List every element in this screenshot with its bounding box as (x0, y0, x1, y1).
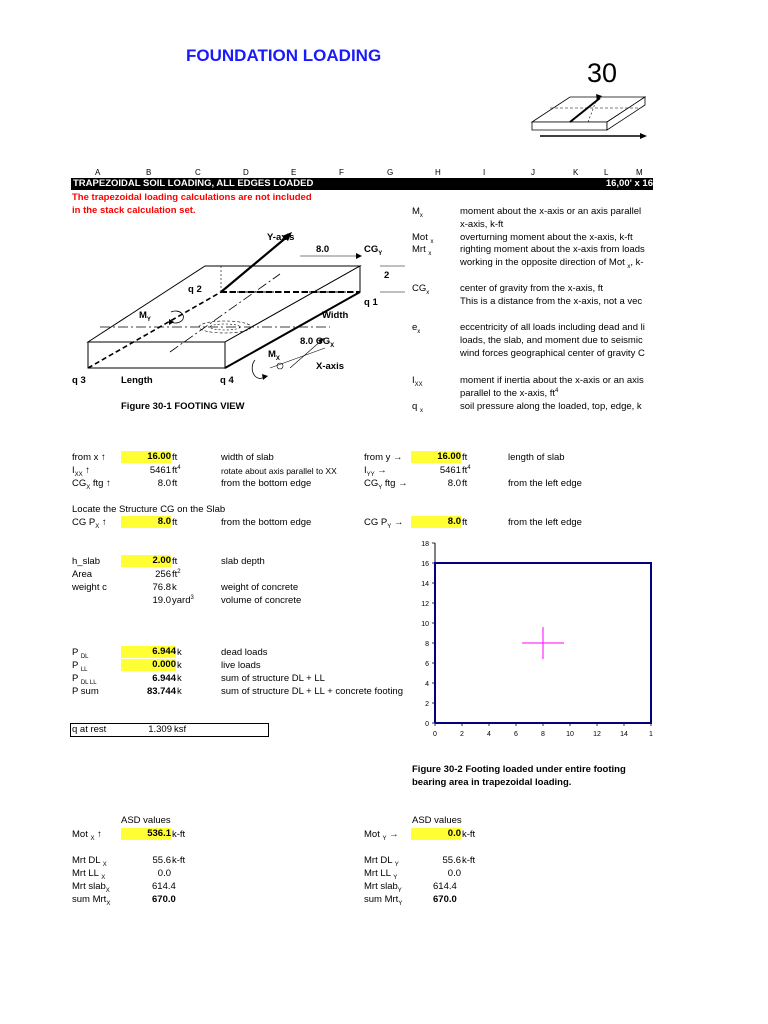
unit: ft (172, 517, 178, 528)
def-text: moment if inertia about the x-axis or an axis (460, 375, 644, 386)
section-size: 16,00' x 16 (605, 178, 653, 189)
label-cgy-ftg: $CG_Y$ ftg → (364, 478, 408, 491)
desc: rotate about axis parallel to XX (221, 466, 337, 476)
def-text: parallel to the x-axis, $ft^4$ (460, 388, 559, 400)
page-title: FOUNDATION LOADING (186, 46, 382, 65)
value-mrt-ll-y: 0.0 (447, 868, 461, 879)
label-h-slab: h_slab (72, 556, 100, 567)
input-cg-py[interactable]: 8.0 (411, 516, 461, 528)
asd-heading-left: ASD values (121, 815, 171, 826)
unit: $ft^2$ (172, 569, 181, 581)
label-mrt-slab-y: Mrt slab$_Y$ (364, 881, 402, 894)
value-mrt-slab-x: 614.4 (152, 881, 176, 892)
label-sum-mrt-x: sum Mrt$_X$ (72, 894, 111, 907)
structure-cg-heading: Locate the Structure CG on the Slab (72, 504, 226, 515)
unit: $ft^4$ (462, 465, 471, 477)
x-tick-label: 6 (514, 731, 518, 738)
label-mrt-ll-y: Mrt LL $_Y$ (364, 868, 398, 881)
value-area: 256 (155, 569, 171, 580)
fig-label-x-axis: X-axis (316, 361, 344, 372)
label-cg-py: CG $P_Y$ → (364, 517, 404, 530)
figure-1-caption: Figure 30-1 FOOTING VIEW (121, 401, 245, 412)
def-sym-motx: Mot $_x$ (412, 232, 434, 245)
def-text: soil pressure along the loaded, top, edge, k (460, 401, 642, 412)
unit: k (177, 647, 182, 658)
y-tick-label: 0 (425, 721, 429, 728)
def-text: eccentricity of all loads including dead and li (460, 322, 645, 333)
section-header-bar (71, 178, 653, 190)
x-tick-label: 12 (593, 731, 601, 738)
unit: k (177, 660, 182, 671)
def-text: working in the opposite direction of Mot $_x$, k- (460, 257, 644, 270)
y-tick-label: 4 (425, 681, 429, 688)
unit: ft (462, 478, 468, 489)
value-sum-mrt-x: 670.0 (152, 894, 176, 905)
fig-label-q3: q 3 (72, 375, 86, 386)
x-tick-label: 4 (487, 731, 491, 738)
desc: length of slab (508, 452, 565, 463)
column-letter: D (243, 168, 249, 177)
column-letter: K (573, 168, 579, 177)
value-mrt-dl-y: 55.6 (442, 855, 461, 866)
label-q-at-rest: q at rest (72, 724, 107, 735)
page-number: 30 (587, 58, 618, 88)
slab-thumbnail-icon (530, 92, 650, 142)
note-line-2: in the stack calculation set. (72, 205, 196, 216)
y-tick-label: 14 (421, 581, 429, 588)
input-cg-px[interactable]: 8.0 (121, 516, 171, 528)
value-mrt-slab-y: 614.4 (433, 881, 457, 892)
column-letter: A (95, 168, 101, 177)
footing-view-diagram (70, 228, 410, 388)
fig-label-cgy: $CG_Y$ (364, 244, 383, 257)
desc: weight of concrete (221, 582, 299, 593)
column-letter: B (146, 168, 152, 177)
fig-label-q4: q 4 (220, 375, 234, 386)
desc: volume of concrete (221, 595, 302, 606)
value-ixx: 5461 (149, 465, 171, 476)
label-iyy: $I_{YY}$ → (364, 465, 387, 478)
x-tick-label: 14 (620, 731, 628, 738)
value-mrt-dl-x: 55.6 (152, 855, 171, 866)
desc: dead loads (221, 647, 268, 658)
unit: ft (462, 517, 468, 528)
q-at-rest-box (70, 723, 269, 737)
desc: width of slab (221, 452, 274, 463)
desc: from the left edge (508, 478, 582, 489)
unit: $ft^4$ (172, 465, 181, 477)
fig-label-two: 2 (384, 270, 390, 281)
unit: k (177, 686, 182, 697)
x-tick-label: 10 (566, 731, 574, 738)
fig-label-dim-top: 8.0 (316, 244, 330, 255)
unit: yard$^3$ (172, 595, 194, 607)
x-tick-label: 2 (460, 731, 464, 738)
y-tick-label: 6 (425, 661, 429, 668)
value-volume: 19.0 (152, 595, 171, 606)
def-sym-ex: $e_x$ (412, 322, 421, 335)
value-q-at-rest: 1.309 (148, 724, 172, 735)
note-line-1: The trapezoidal loading calculations are not included (72, 192, 312, 203)
fig-label-mx: $M_X$ (268, 349, 280, 362)
input-dead-loads[interactable]: 6.944 (121, 646, 176, 658)
fig-label-y-axis: Y-axis (267, 232, 295, 243)
value-sum-mrt-y: 670.0 (433, 894, 457, 905)
unit: ft (172, 478, 178, 489)
y-tick-label: 18 (421, 541, 429, 548)
label-ixx: $I_{XX}$ ↑ (72, 465, 91, 478)
desc: sum of structure DL + LL + concrete footing (221, 686, 404, 697)
x-tick-label: 0 (433, 731, 437, 738)
label-mrt-slab-x: Mrt slab$_X$ (72, 881, 110, 894)
label-p-ll: P $_{LL}$ (72, 660, 88, 673)
unit: k (177, 673, 182, 684)
label-mot-y: Mot $_Y$ → (364, 829, 399, 842)
label-from-y: from y → (364, 452, 403, 463)
x-tick-label: 8 (541, 731, 545, 738)
column-letter: C (195, 168, 201, 177)
desc: from the left edge (508, 517, 582, 528)
value-iyy: 5461 (439, 465, 461, 476)
y-tick-label: 10 (421, 621, 429, 628)
label-mrt-dl-x: Mrt DL $_X$ (72, 855, 107, 868)
def-sym-qx: q $_x$ (412, 401, 423, 414)
value-mot-y[interactable]: 0.0 (411, 828, 461, 840)
column-letter: F (339, 168, 344, 177)
label-p-dl: P $_{DL}$ (72, 647, 89, 660)
column-letter: J (531, 168, 535, 177)
y-tick-label: 8 (425, 641, 429, 648)
figure-2-caption-1: Figure 30-2 Footing loaded under entire footing (412, 764, 626, 775)
footing-plan-chart (405, 535, 665, 745)
unit: k-ft (172, 829, 186, 840)
column-letter: L (604, 168, 609, 177)
desc: slab depth (221, 556, 265, 567)
desc: live loads (221, 660, 261, 671)
x-tick-label: 1 (649, 731, 653, 738)
def-text: This is a distance from the x-axis, not a vec (460, 296, 643, 307)
fig-label-cgx: 8.0 $CG_X$ (300, 336, 335, 349)
label-mrt-ll-x: Mrt LL $_X$ (72, 868, 106, 881)
column-letter: I (483, 168, 486, 177)
value-mrt-ll-x: 0.0 (157, 868, 171, 879)
fig-label-my: $M_Y$ (139, 310, 151, 323)
input-slab-depth[interactable]: 2.00 (121, 555, 171, 567)
column-letter: M (636, 168, 643, 177)
input-live-loads[interactable]: 0.000 (121, 659, 176, 671)
value-weight-c: 76.8 (152, 582, 171, 593)
fig-label-q1: q 1 (364, 297, 378, 308)
label-mrt-dl-y: Mrt DL $_Y$ (364, 855, 399, 868)
column-letter: H (435, 168, 441, 177)
fig-label-q2: q 2 (188, 284, 202, 295)
def-text: overturning moment about the x-axis, k-ft (460, 232, 633, 243)
figure-2-caption-2: bearing area in trapezoidal loading. (412, 777, 572, 788)
def-text: center of gravity from the x-axis, ft (460, 283, 604, 294)
label-sum-mrt-y: sum Mrt$_Y$ (364, 894, 403, 907)
label-area: Area (72, 569, 93, 580)
def-text: wind forces geographical center of gravity C (460, 348, 645, 359)
unit: ft (172, 556, 178, 567)
label-weight-c: weight c (72, 582, 107, 593)
def-sym-ixx: $I_{XX}$ (412, 375, 423, 388)
def-text: x-axis, k-ft (460, 219, 504, 230)
asd-heading-right: ASD values (412, 815, 462, 826)
label-from-x: from x ↑ (72, 452, 106, 463)
column-letter: E (291, 168, 297, 177)
unit: k-ft (172, 855, 186, 866)
def-sym-cgx: $CG_x$ (412, 283, 430, 296)
desc: from the bottom edge (221, 517, 312, 528)
unit: ft (172, 452, 178, 463)
def-text: loads, the slab, and moment due to seismic (460, 335, 643, 346)
fig-label-length: Length (121, 375, 153, 386)
def-text: moment about the x-axis or an axis parallel (460, 206, 642, 217)
def-sym-mx: $M_x$ (412, 206, 423, 219)
label-p-sum: P sum (72, 686, 99, 697)
y-tick-label: 16 (421, 561, 429, 568)
value-cgx-ftg: 8.0 (157, 478, 171, 489)
value-cgy-ftg: 8.0 (447, 478, 461, 489)
label-cgx-ftg: $CG_X$ ftg ↑ (72, 478, 111, 491)
value-p-sum: 83.744 (146, 686, 176, 697)
unit: ksf (174, 724, 187, 735)
fig-label-width: Width (322, 310, 349, 321)
input-length-of-slab[interactable]: 16.00 (411, 451, 461, 463)
y-tick-label: 12 (421, 601, 429, 608)
column-letter: G (387, 168, 394, 177)
section-title: TRAPEZOIDAL SOIL LOADING, ALL EDGES LOADED (73, 178, 314, 189)
unit: k-ft (462, 829, 476, 840)
unit: k (172, 582, 177, 593)
def-text: righting moment about the x-axis from loads (460, 244, 645, 255)
def-sym-mrtx: Mrt $_x$ (412, 244, 432, 257)
desc: from the bottom edge (221, 478, 312, 489)
desc: sum of structure DL + LL (221, 673, 325, 684)
label-p-dl-ll: P $_{DL LL}$ (72, 673, 97, 686)
y-tick-label: 2 (425, 701, 429, 708)
input-width-of-slab[interactable]: 16.00 (121, 451, 171, 463)
value-mot-x[interactable]: 536.1 (121, 828, 171, 840)
label-mot-x: Mot $_X$ ↑ (72, 829, 102, 842)
value-p-dl-ll: 6.944 (152, 673, 176, 684)
unit: k-ft (462, 855, 476, 866)
unit: ft (462, 452, 468, 463)
label-cg-px: CG $P_X$ ↑ (72, 517, 107, 530)
